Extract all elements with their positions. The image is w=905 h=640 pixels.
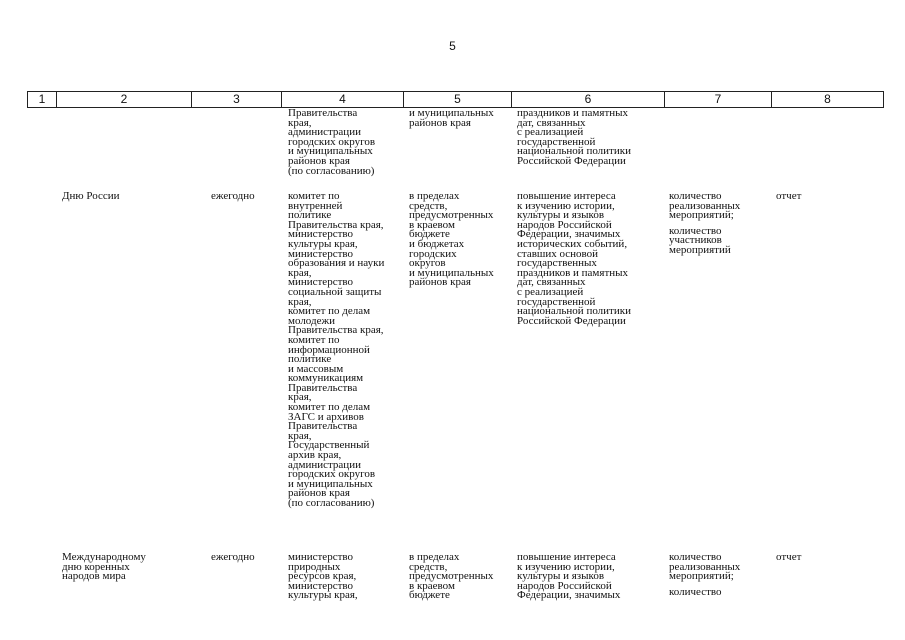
text-line: края, [288, 429, 312, 442]
text-line: Российской Федерации [517, 154, 626, 167]
text-line: и муниципальных [288, 477, 373, 490]
text-line: культуры края, [288, 589, 358, 602]
text-line: количество [669, 190, 722, 202]
column-header-8: 8 [824, 92, 831, 106]
column-header-4: 4 [282, 92, 404, 107]
text-line: бюджете [409, 589, 450, 602]
text-line: районов края [409, 276, 471, 289]
table-header-row [27, 91, 884, 108]
text-line: к изучению истории, [517, 560, 615, 573]
row2-event [62, 553, 146, 582]
row2-period: ежегодно [211, 551, 255, 563]
text-line: Правительства края, [288, 218, 384, 231]
text-line: количество [669, 585, 722, 598]
text-line: коммуникациям [288, 372, 364, 385]
row1-event [62, 192, 120, 202]
text-line: природных [288, 560, 341, 573]
text-line: ресурсов края, [288, 570, 357, 583]
text-line: Федерации, значимых [517, 589, 621, 602]
column-header-7: 7 [665, 92, 772, 107]
text-line: с реализацией [517, 126, 584, 139]
text-line: Правительства [288, 107, 358, 119]
text-line: культуры и языков [517, 209, 605, 222]
text-line: с реализацией [517, 285, 584, 298]
text-line: исторических событий, [517, 237, 628, 250]
text-line: повышение интереса [517, 551, 616, 563]
row2-indicator-2 [669, 585, 740, 598]
row2-report: отчет [776, 551, 802, 563]
text-line: политике [288, 353, 332, 366]
text-line: дат, связанных [517, 116, 586, 129]
row2-indicators [669, 553, 740, 597]
text-line: комитет по [288, 190, 340, 202]
text-line: информационной [288, 343, 370, 356]
text-line: мероприятий [669, 243, 731, 256]
page-number: 5 [449, 39, 456, 53]
row2-executors [288, 553, 358, 601]
row1-executors [288, 192, 384, 509]
text-line: в краевом [409, 218, 455, 231]
text-line: народов мира [62, 570, 126, 583]
text-line: комитет по делам [288, 401, 371, 414]
text-line: дат, связанных [517, 276, 586, 289]
text-line: края, [288, 116, 312, 129]
text-line: в краевом [409, 579, 455, 592]
text-line: внутренней [288, 199, 343, 212]
text-line: (по согласованию) [288, 497, 375, 509]
text-line: реализованных [669, 199, 741, 212]
text-line: архив края, [288, 449, 342, 462]
column-header-2: 2 [57, 92, 192, 107]
text-line: средств, [409, 560, 448, 573]
text-line: края, [288, 266, 312, 279]
text-line: Государственный [288, 439, 370, 452]
text-line: дню коренных [62, 560, 130, 573]
text-line: ставших основой [517, 247, 599, 260]
text-line: образования и науки [288, 257, 385, 270]
text-line: народов Российской [517, 218, 612, 231]
text-line: праздников и памятных [517, 266, 629, 279]
text-line: национальной политики [517, 305, 631, 318]
text-line: края, [288, 295, 312, 308]
text-line: государственных [517, 257, 597, 270]
text-line: культуры и языков [517, 570, 605, 583]
text-line: предусмотренных [409, 209, 494, 222]
text-line: праздников и памятных [517, 107, 629, 119]
text-line: городских [409, 247, 457, 260]
text-line: министерство [288, 276, 354, 289]
text-line: районов края [288, 154, 350, 167]
text-line: в пределах [409, 190, 460, 202]
row1-indicator-1 [669, 192, 740, 221]
text-line: районов края [409, 116, 471, 129]
text-line: администрации [288, 458, 361, 471]
text-line: Российской Федерации [517, 314, 626, 327]
text-line: социальной защиты [288, 285, 382, 298]
text-line: Федерации, значимых [517, 228, 621, 241]
row2-funding [409, 553, 493, 601]
text-line: количество [669, 551, 722, 563]
continuation-funding [409, 109, 494, 128]
row2-result [517, 553, 620, 601]
text-line: Правительства [288, 420, 358, 433]
text-line: средств, [409, 199, 448, 212]
row1-indicators [669, 192, 740, 256]
text-line: администрации [288, 126, 361, 139]
column-header-1: 1 [28, 92, 57, 107]
text-line: молодежи [288, 314, 335, 327]
text-line: Правительства края, [288, 324, 384, 337]
text-line: и массовым [288, 362, 344, 375]
text-line: Международному [62, 551, 146, 563]
text-line: бюджете [409, 228, 450, 241]
text-line: министерство [288, 228, 354, 241]
text-line: государственной [517, 295, 596, 308]
continuation-executors [288, 109, 375, 176]
text-line: реализованных [669, 560, 741, 573]
text-line: министерство [288, 247, 354, 260]
text-line: в пределах [409, 551, 460, 563]
text-line: культуры края, [288, 237, 358, 250]
text-line: городских округов [288, 468, 376, 481]
text-line: к изучению истории, [517, 199, 615, 212]
row2-indicator-1 [669, 553, 740, 582]
text-line: политике [288, 209, 332, 222]
text-line: Правительства [288, 381, 358, 394]
column-header-5: 5 [404, 92, 512, 107]
text-line: мероприятий; [669, 209, 734, 222]
row1-report: отчет [776, 190, 802, 202]
text-line: Дню России [62, 190, 120, 202]
text-line: народов Российской [517, 579, 612, 592]
text-line: и муниципальных [288, 145, 373, 158]
text-line: и муниципальных [409, 266, 494, 279]
text-line: районов края [288, 487, 350, 500]
text-line: (по согласованию) [288, 164, 375, 177]
row1-funding [409, 192, 494, 288]
column-header-3: 3 [192, 92, 282, 107]
text-line: министерство [288, 551, 354, 563]
row1-period: ежегодно [211, 190, 255, 202]
text-line: национальной политики [517, 145, 631, 158]
row1-result [517, 192, 631, 326]
text-line: городских округов [288, 135, 376, 148]
column-header-6: 6 [512, 92, 665, 107]
text-line: количество [669, 224, 722, 237]
text-line: министерство [288, 579, 354, 592]
text-line: предусмотренных [409, 570, 494, 583]
text-line: края, [288, 391, 312, 404]
text-line: округов [409, 257, 446, 270]
text-line: и бюджетах [409, 237, 465, 250]
text-line: повышение интереса [517, 190, 616, 202]
text-line: и муниципальных [409, 107, 494, 119]
text-line: ЗАГС и архивов [288, 410, 364, 423]
text-line: участников [669, 234, 722, 247]
row1-indicator-2 [669, 224, 740, 256]
text-line: комитет по [288, 333, 340, 346]
text-line: комитет по делам [288, 305, 371, 318]
continuation-result [517, 109, 631, 167]
text-line: государственной [517, 135, 596, 148]
text-line: мероприятий; [669, 570, 734, 583]
